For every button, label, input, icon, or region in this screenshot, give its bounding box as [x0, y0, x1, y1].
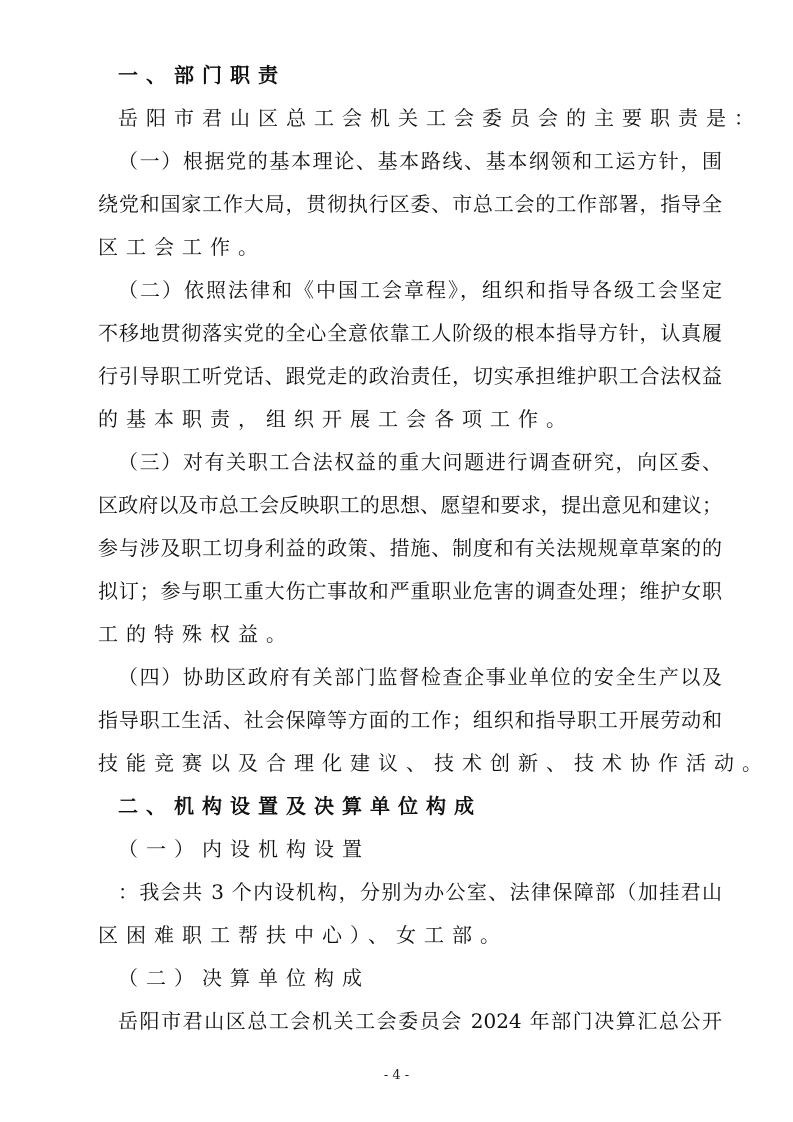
paragraph-line: 参与涉及职工切身利益的政策、措施、制度和有关法规规章草案的的	[98, 536, 722, 560]
paragraph-line: ：我会共 3 个内设机构，分别为办公室、法律保障部（加挂君山	[118, 880, 722, 904]
org-paragraph	[98, 871, 722, 957]
paragraph-line: 行引导职工听党话、跟党走的政治责任，切实承担维护职工合法权益	[98, 364, 722, 388]
section-heading-structure: 二、机构设置及决算单位构成	[118, 794, 482, 818]
duty-paragraph-1	[98, 140, 722, 269]
document-page	[98, 54, 770, 1043]
paragraph-line: 区工会工作。	[98, 235, 266, 259]
paragraph-line: （四）协助区政府有关部门监督检查企事业单位的安全生产以及	[118, 665, 722, 689]
duty-paragraph-4	[98, 656, 770, 785]
section-heading-duties: 一、部门职责	[118, 63, 286, 87]
paragraph-line: 技能竞赛以及合理化建议、技术创新、技术协作活动。	[98, 751, 770, 775]
paragraph-line: （二）依照法律和《中国工会章程》，组织和指导各级工会坚定	[118, 278, 722, 302]
paragraph-line: 区政府以及市总工会反映职工的思想、愿望和要求，提出意见和建议；	[98, 493, 722, 517]
paragraph-line: 工的特殊权益。	[98, 622, 294, 646]
duty-paragraph-2	[98, 269, 722, 441]
paragraph-line: （一）根据党的基本理论、基本路线、基本纲领和工运方针，围	[118, 149, 722, 173]
subheading-budget-units: （二）决算单位构成	[118, 966, 370, 990]
duty-paragraph-3	[98, 441, 722, 656]
paragraph-line: 的基本职责，组织开展工会各项工作。	[98, 407, 574, 431]
paragraph-line: （三）对有关职工合法权益的重大问题进行调查研究，向区委、	[118, 450, 722, 474]
page-number: - 4 -	[383, 1068, 410, 1083]
intro-text: 岳阳市君山区总工会机关工会委员会的主要职责是：	[118, 106, 762, 130]
closing-line: 岳阳市君山区总工会机关工会委员会 2024 年部门决算汇总公开	[118, 1009, 722, 1033]
subheading-internal-structure: （一）内设机构设置	[118, 837, 370, 861]
paragraph-line: 不移地贯彻落实党的全心全意依靠工人阶级的根本指导方针，认真履	[98, 321, 722, 345]
paragraph-line: 绕党和国家工作大局，贯彻执行区委、市总工会的工作部署，指导全	[98, 192, 722, 216]
paragraph-line: 拟订；参与职工重大伤亡事故和严重职业危害的调查处理；维护女职	[98, 579, 722, 603]
paragraph-line: 指导职工生活、社会保障等方面的工作；组织和指导职工开展劳动和	[98, 708, 722, 732]
paragraph-line: 区困难职工帮扶中心）、女工部。	[98, 923, 508, 947]
